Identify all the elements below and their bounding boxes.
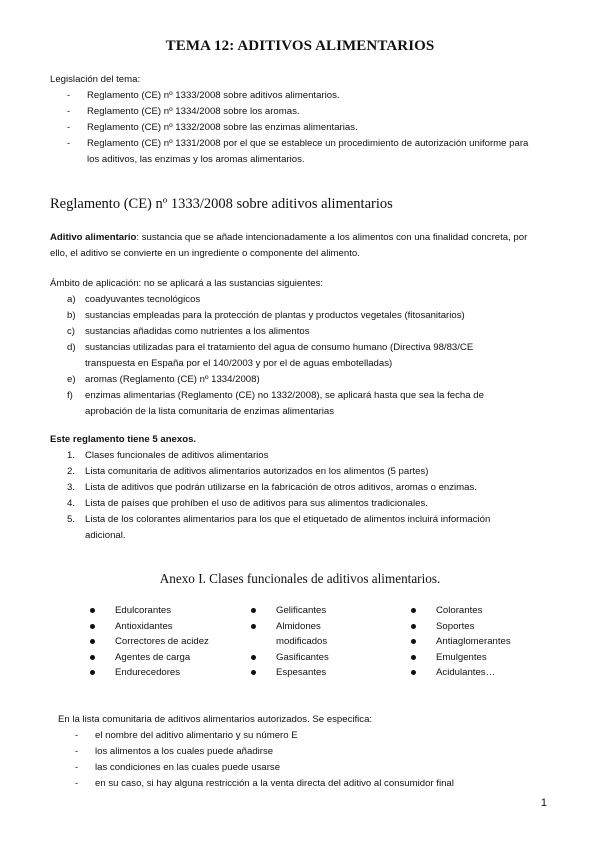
legislation-section (50, 72, 550, 168)
list-item (251, 603, 361, 619)
annex1-column-1 (90, 603, 240, 681)
dash-marker: - (75, 746, 79, 757)
list-item (411, 634, 561, 650)
list-item (67, 512, 522, 544)
definition-paragraph (50, 230, 545, 262)
list-item-text: Emulgentes (436, 651, 487, 663)
definition-term: Aditivo alimentario (50, 232, 137, 243)
list-item (67, 104, 550, 120)
list-item-text: Lista comunitaria de aditivos alimentarios autorizados en los alimentos (5 partes) (85, 466, 429, 477)
bullet-icon (90, 639, 95, 644)
bullet-icon (251, 608, 256, 613)
annexes-heading: Este reglamento tiene 5 anexos. (50, 434, 197, 445)
bullet-icon (90, 624, 95, 629)
list-item-text: Clases funcionales de aditivos alimentarios (85, 450, 269, 461)
section-heading: Reglamento (CE) nº 1333/2008 sobre aditivos alimentarios (50, 196, 393, 212)
list-item (411, 650, 561, 666)
list-item-text: Correctores de acidez (115, 636, 209, 648)
scope-section (50, 276, 550, 420)
page-number: 1 (540, 797, 547, 809)
list-item-text: Lista de aditivos que podrán utilizarse en la fabricación de otros aditivos, aromas o enzimas. (85, 482, 477, 493)
list-item (67, 340, 522, 372)
list-marker: 2. (67, 466, 76, 477)
bullet-icon (411, 670, 416, 675)
list-item-text: Antiaglomerantes (436, 636, 511, 648)
dash-marker: - (67, 122, 71, 133)
bullet-icon (411, 655, 416, 660)
list-item (67, 324, 522, 340)
community-list-intro: En la lista comunitaria de aditivos alimentarios autorizados. Se especifica: (58, 714, 373, 725)
list-item (75, 744, 548, 760)
dash-marker: - (75, 762, 79, 773)
list-item-text: coadyuvantes tecnológicos (85, 294, 201, 305)
list-marker: e) (67, 374, 76, 385)
list-item-text: Edulcorantes (115, 605, 171, 616)
list-item-text: Almidones modificados (276, 620, 328, 648)
bullet-icon (411, 639, 416, 644)
community-list (75, 728, 548, 792)
list-marker: 4. (67, 498, 76, 509)
legislation-heading: Legislación del tema: (50, 74, 141, 85)
list-item (411, 619, 561, 635)
list-item-text: enzimas alimentarias (Reglamento (CE) no 1332/2008), se aplicará hasta que sea la fecha de aprobación de la lista comunitaria de enzimas alimentarias (85, 390, 484, 417)
list-item-text: Endurecedores (115, 667, 181, 679)
list-item (90, 665, 240, 681)
list-item (90, 603, 240, 619)
bullet-icon (251, 624, 256, 629)
list-marker: f) (67, 390, 73, 401)
list-item (67, 120, 550, 136)
list-item-text: Agentes de carga (115, 651, 191, 663)
legislation-list (67, 88, 550, 168)
list-item-text: sustancias añadidas como nutrientes a los alimentos (85, 326, 310, 337)
list-item-text: Soportes (436, 620, 475, 632)
annex1-heading: Anexo I. Clases funcionales de aditivos alimentarios. (159, 571, 441, 586)
list-item-text: Gasificantes (276, 651, 329, 663)
list-item-text: Antioxidantes (115, 620, 173, 632)
list-item (67, 496, 522, 512)
annex1-column-3 (411, 603, 561, 681)
list-marker: a) (67, 294, 76, 305)
list-item (75, 776, 548, 792)
list-item (67, 308, 522, 324)
list-item-text: en su caso, si hay alguna restricción a la venta directa del aditivo al consumidor final (95, 778, 454, 789)
list-item (251, 665, 361, 681)
list-item-text: Lista de países que prohíben el uso de aditivos para sus alimentos tradicionales. (85, 498, 428, 509)
annexes-section (50, 432, 550, 544)
list-item (67, 136, 532, 168)
list-item-text: Gelificantes (276, 605, 327, 616)
list-marker: b) (67, 310, 76, 321)
list-item (411, 665, 561, 681)
dash-marker: - (75, 778, 79, 789)
list-marker: c) (67, 326, 75, 337)
dash-marker: - (67, 90, 71, 101)
list-item-text: Espesantes (276, 667, 327, 679)
bullet-icon (251, 655, 256, 660)
list-item (251, 619, 361, 650)
list-item-text: Lista de los colorantes alimentarios para los que el etiquetado de alimentos incluirá información adicional. (85, 514, 491, 541)
list-item (67, 464, 522, 480)
list-item (67, 88, 550, 104)
bullet-icon (411, 608, 416, 613)
list-item (90, 650, 240, 666)
list-item (90, 634, 240, 650)
list-item-text: Reglamento (CE) nº 1333/2008 sobre aditivos alimentarios. (87, 90, 340, 101)
list-item-text: Reglamento (CE) nº 1332/2008 sobre las enzimas alimentarias. (87, 122, 358, 133)
bullet-icon (251, 670, 256, 675)
list-item (67, 372, 522, 388)
bullet-icon (90, 670, 95, 675)
bullet-icon (411, 624, 416, 629)
list-item (90, 619, 240, 635)
list-item (251, 650, 361, 666)
list-item (67, 448, 522, 464)
list-item (67, 480, 522, 496)
list-item (67, 292, 522, 308)
list-item-text: Reglamento (CE) nº 1331/2008 por el que se establece un procedimiento de autorización uniforme para los aditivos, las enzimas y los aromas alimentarios. (87, 138, 529, 165)
list-item (67, 388, 522, 420)
page-title: TEMA 12: ADITIVOS ALIMENTARIOS (165, 38, 435, 54)
annex1-column-2 (251, 603, 361, 681)
list-item-text: aromas (Reglamento (CE) nº 1334/2008) (85, 374, 260, 385)
list-marker: 1. (67, 450, 76, 461)
list-item-text: el nombre del aditivo alimentario y su número E (95, 730, 298, 741)
list-item (75, 760, 548, 776)
dash-marker: - (67, 106, 71, 117)
list-marker: d) (67, 342, 76, 353)
list-item-text: sustancias empleadas para la protección de plantas y productos vegetales (fitosanitarios) (85, 310, 465, 321)
list-item-text: las condiciones en las cuales puede usarse (95, 762, 281, 773)
list-item (75, 728, 548, 744)
list-marker: 5. (67, 514, 76, 525)
dash-marker: - (67, 138, 71, 149)
list-item-text: los alimentos a los cuales puede añadirse (95, 746, 274, 757)
dash-marker: - (75, 730, 79, 741)
community-list-section (58, 712, 548, 792)
definition-text: : sustancia que se añade intencionadamente a los alimentos con una finalidad concreta, por ello, el aditivo se convierte en un ingrediente o componente del alimento. (50, 232, 528, 259)
list-item-text: Colorantes (436, 605, 483, 616)
bullet-icon (90, 655, 95, 660)
list-item-text: Reglamento (CE) nº 1334/2008 sobre los aromas. (87, 106, 300, 117)
list-marker: 3. (67, 482, 76, 493)
list-item-text: sustancias utilizadas para el tratamiento del agua de consumo humano (Directiva 98/83/CE transpuesta en España por el 140/2003 y por el de aguas embotelladas) (85, 342, 474, 369)
bullet-icon (90, 608, 95, 613)
scope-heading: Ámbito de aplicación: no se aplicará a las sustancias siguientes: (50, 278, 324, 289)
list-item-text: Acidulantes… (436, 667, 496, 679)
scope-list (67, 292, 522, 420)
list-item (411, 603, 561, 619)
annexes-list (67, 448, 522, 544)
